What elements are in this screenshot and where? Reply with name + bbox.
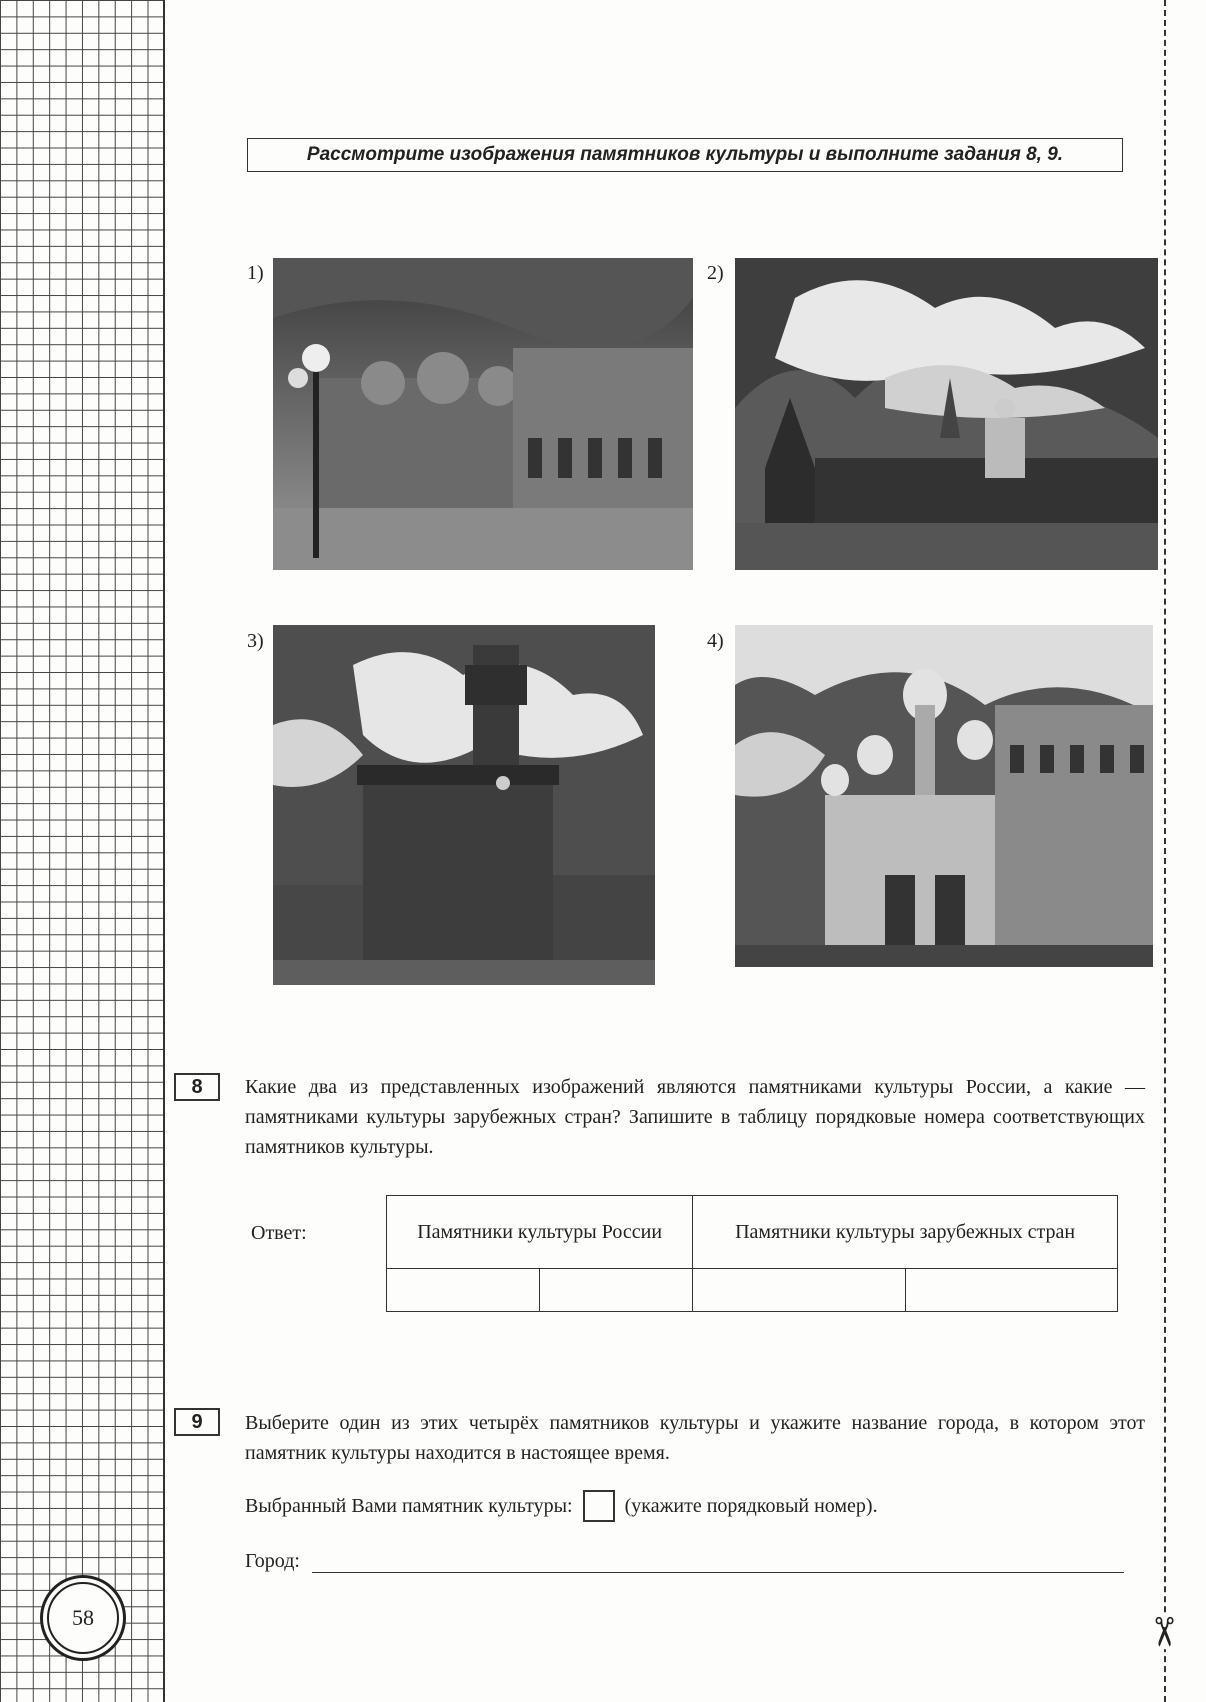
- page-number: [40, 1575, 126, 1661]
- choice-suffix: (укажите порядковый номер).: [624, 1494, 878, 1517]
- task-number-9: 9: [174, 1408, 220, 1436]
- photo-annunciation-cathedral: [735, 625, 1153, 967]
- answer-cell-russia-2[interactable]: [540, 1269, 693, 1312]
- image-label-3: 3): [247, 630, 264, 652]
- photo-pskov-kremlin: [735, 258, 1158, 570]
- cut-line: [1164, 0, 1166, 1702]
- choice-line: [245, 1490, 878, 1522]
- instruction-banner: Рассмотрите изображения памятников культуры и выполните задания 8, 9.: [247, 138, 1123, 172]
- answer-cell-foreign-1[interactable]: [693, 1269, 905, 1312]
- choice-prefix: Выбранный Вами памятник культуры:: [245, 1494, 573, 1517]
- task-9-text: Выберите один из этих четырёх памятников культуры и укажите название города, в котором этот памятник культуры находится в настоящее время.: [245, 1412, 1145, 1464]
- photo-palazzo-vecchio: [273, 625, 655, 985]
- photo-piazza-san-marco: [273, 258, 693, 570]
- answer-cell-foreign-2[interactable]: [905, 1269, 1117, 1312]
- choice-box[interactable]: [583, 1490, 615, 1522]
- image-label-2: 2): [707, 262, 724, 284]
- city-input-line[interactable]: [312, 1550, 1124, 1573]
- scissors-icon: ✂: [1139, 1615, 1186, 1649]
- answer-label: Ответ:: [251, 1222, 307, 1244]
- city-line: [245, 1550, 1124, 1573]
- answer-cell-russia-1[interactable]: [387, 1269, 540, 1312]
- image-label-1: 1): [247, 262, 264, 284]
- column-russia-header: Памятники культуры России: [387, 1196, 693, 1269]
- image-label-4: 4): [707, 630, 724, 652]
- page-number-text: 58: [72, 1605, 94, 1630]
- task-8-text: Какие два из представленных изображений являются памятниками культуры России, а какие — памятниками культуры зарубежных стран? Запишите в таблицу порядковые номера соответствующих памятников культуры.: [245, 1076, 1145, 1158]
- city-label: Город:: [245, 1550, 300, 1572]
- task-number-8: 8: [174, 1073, 220, 1101]
- graph-paper-margin: [0, 0, 165, 1702]
- answer-table: [386, 1195, 1118, 1312]
- column-foreign-header: Памятники культуры зарубежных стран: [693, 1196, 1118, 1269]
